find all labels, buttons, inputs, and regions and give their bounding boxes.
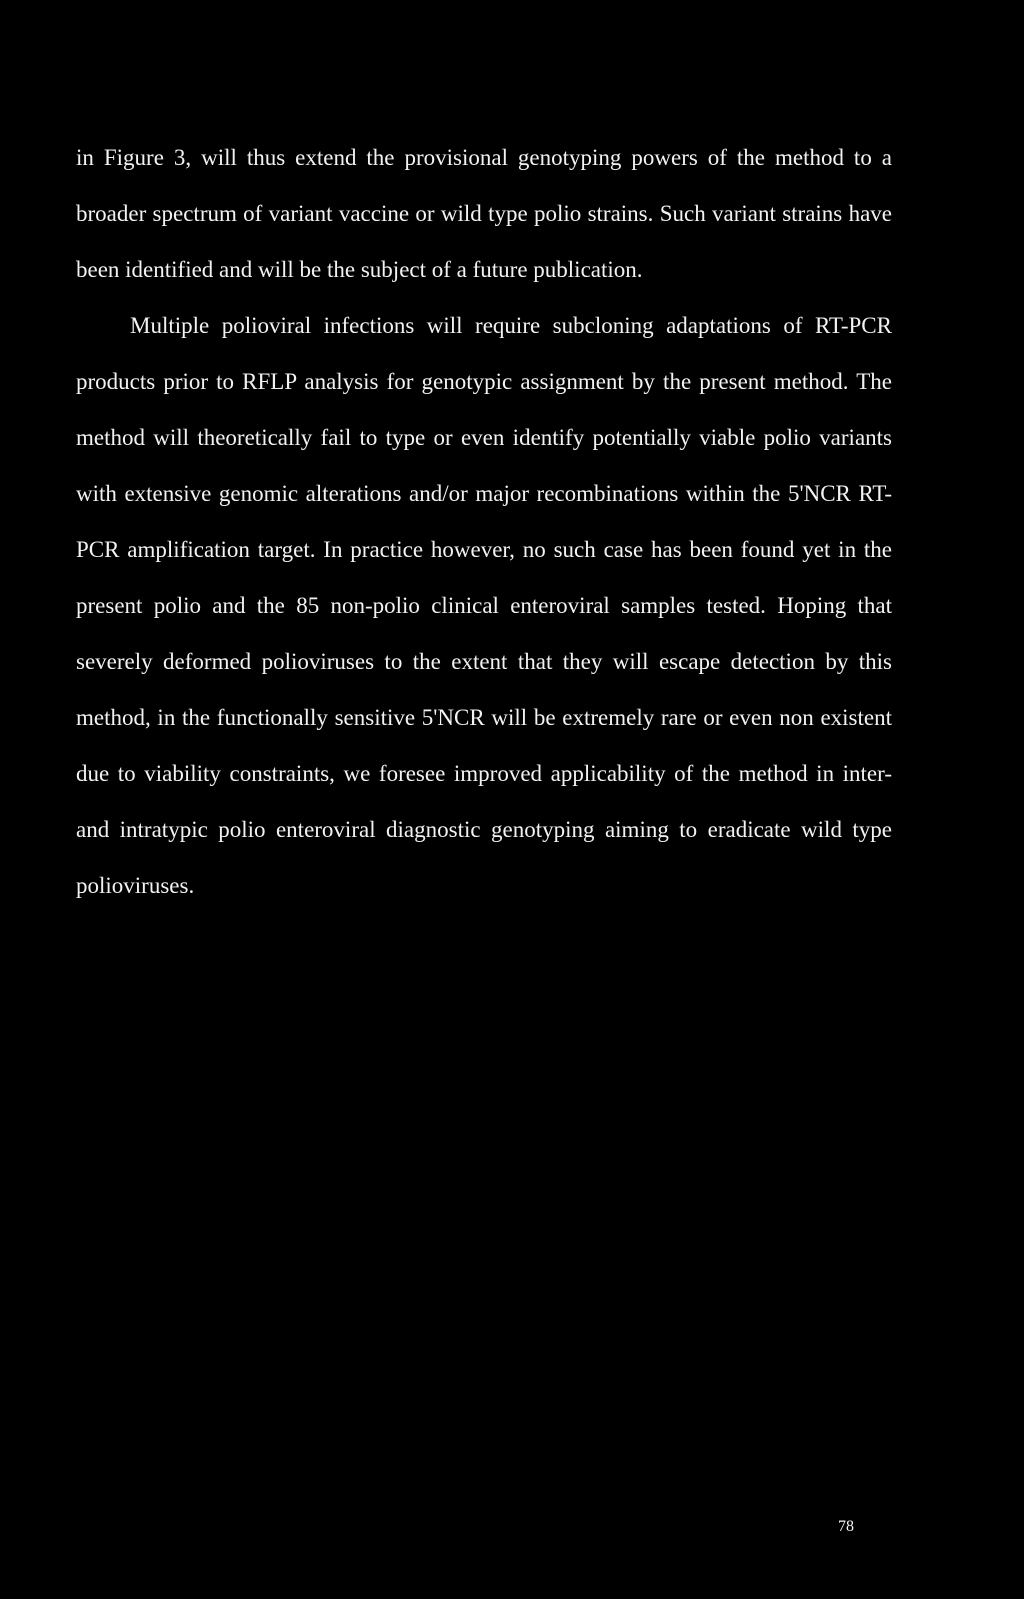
paragraph-continuation: in Figure 3, will thus extend the provisional genotyping powers of the method to a broader spectrum of variant vaccine or wild type polio strains. Such variant strains have been identified and will be the subject of a future publication. bbox=[76, 145, 892, 282]
body-text bbox=[76, 130, 892, 914]
page-number: 78 bbox=[838, 1518, 854, 1535]
paragraph-multiple-infections: Multiple polioviral infections will require subcloning adaptations of RT-PCR products prior to RFLP analysis for genotypic assignment by the present method. The method will theoretically fail to type or even identify potentially viable polio variants with extensive genomic alterations and/or major recombinations within the 5'NCR RT-PCR amplification target. In practice however, no such case has been found yet in the present polio and the 85 non-polio clinical enteroviral samples tested. Hoping that severely deformed polioviruses to the extent that they will escape detection by this method, in the functionally sensitive 5'NCR will be extremely rare or even non existent due to viability constraints, we foresee improved applicability of the method in inter- and intratypic polio enteroviral diagnostic genotyping aiming to eradicate wild type polioviruses. bbox=[76, 313, 892, 898]
